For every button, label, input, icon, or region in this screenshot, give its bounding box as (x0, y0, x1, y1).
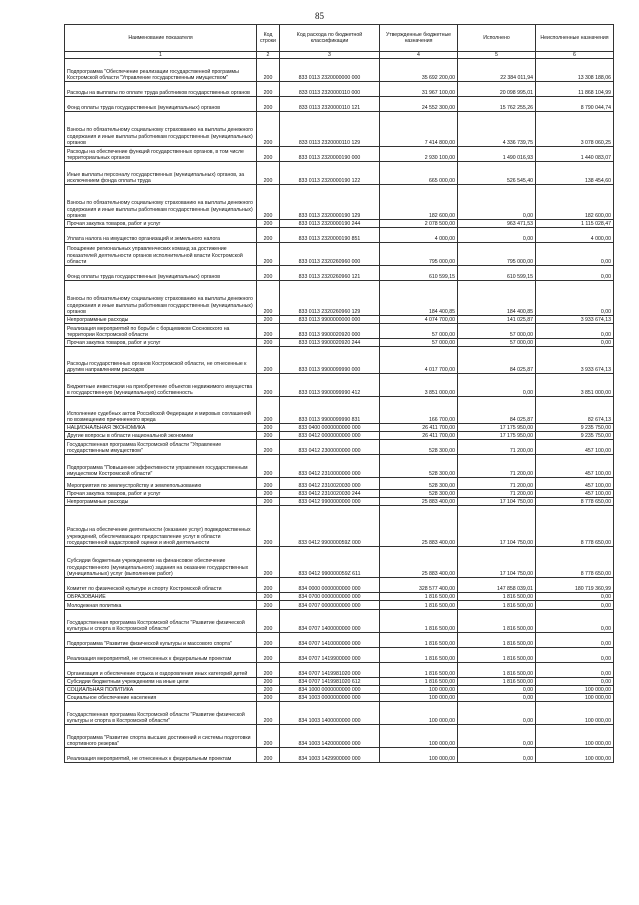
approved-amount-cell: 166 700,00 (380, 397, 458, 424)
table-row (65, 220, 614, 228)
indicator-name-cell: Расходы государственных органов Костромской области, не отнесенные к другим направлениям расходов (65, 347, 257, 374)
page-number: 85 (315, 11, 324, 21)
line-code-cell: 200 (257, 648, 280, 663)
indicator-name-cell: Взносы по обязательному социальному страхованию на выплаты денежного содержания и иные выплаты работникам государственных (муниципальных) органов (65, 112, 257, 147)
unexecuted-amount-cell: 0,00 (536, 339, 614, 347)
unexecuted-amount-cell: 0,00 (536, 663, 614, 678)
approved-amount-cell: 1 816 500,00 (380, 678, 458, 686)
column-number: 2 (257, 52, 280, 59)
approved-amount-cell: 182 600,00 (380, 185, 458, 220)
approved-amount-cell: 57 000,00 (380, 324, 458, 339)
indicator-name-cell: Субсидии бюджетным учреждениям на иные цели (65, 678, 257, 686)
expense-code-cell: 834 1003 1429900000 000 (280, 748, 380, 763)
line-code-cell: 200 (257, 547, 280, 578)
indicator-name-cell: Подпрограмма "Развитие спорта высших достижений и системы подготовки спортивного резерва" (65, 725, 257, 748)
unexecuted-amount-cell: 100 000,00 (536, 702, 614, 725)
table-row (65, 147, 614, 162)
line-code-cell: 200 (257, 82, 280, 97)
executed-amount-cell: 610 599,15 (458, 266, 536, 281)
executed-amount-cell: 1 816 500,00 (458, 610, 536, 633)
approved-amount-cell: 3 851 000,00 (380, 374, 458, 397)
indicator-name-cell: Молодежная политика (65, 601, 257, 610)
unexecuted-amount-cell: 3 851 000,00 (536, 374, 614, 397)
unexecuted-amount-cell: 457 100,00 (536, 440, 614, 455)
unexecuted-amount-cell: 8 778 650,00 (536, 506, 614, 547)
line-code-cell: 200 (257, 686, 280, 694)
expense-code-cell: 833 0113 2320000190 122 (280, 162, 380, 185)
executed-amount-cell: 1 816 500,00 (458, 633, 536, 648)
unexecuted-amount-cell: 1 440 083,07 (536, 147, 614, 162)
executed-amount-cell: 71 200,00 (458, 478, 536, 490)
executed-amount-cell: 1 816 500,00 (458, 648, 536, 663)
line-code-cell: 200 (257, 112, 280, 147)
expense-code-cell: 834 0707 1400000000 000 (280, 610, 380, 633)
line-code-cell: 200 (257, 324, 280, 339)
table-row (65, 678, 614, 686)
expense-code-cell: 833 0113 2320260960 000 (280, 243, 380, 266)
expense-code-cell: 833 0412 2310000000 000 (280, 455, 380, 478)
line-code-cell: 200 (257, 339, 280, 347)
table-row (65, 316, 614, 324)
executed-amount-cell: 1 816 500,00 (458, 663, 536, 678)
expense-code-cell: 833 0412 2310020030 244 (280, 490, 380, 498)
table-row (65, 82, 614, 97)
indicator-name-cell: Государственная программа Костромской области "Развитие физической культуры и спорта в Костромской области" (65, 610, 257, 633)
line-code-cell: 200 (257, 610, 280, 633)
table-row (65, 725, 614, 748)
indicator-name-cell: Фонд оплаты труда государственных (муниципальных) органов (65, 97, 257, 112)
expense-code-cell: 833 0412 2310020030 000 (280, 478, 380, 490)
approved-amount-cell: 795 000,00 (380, 243, 458, 266)
table-row (65, 59, 614, 82)
unexecuted-amount-cell: 100 000,00 (536, 686, 614, 694)
table-row (65, 490, 614, 498)
unexecuted-amount-cell: 457 100,00 (536, 490, 614, 498)
indicator-name-cell: Прочая закупка товаров, работ и услуг (65, 490, 257, 498)
expense-code-cell: 834 1003 0000000000 000 (280, 694, 380, 702)
executed-amount-cell: 0,00 (458, 702, 536, 725)
table-row (65, 506, 614, 547)
line-code-cell: 200 (257, 578, 280, 593)
unexecuted-amount-cell: 100 000,00 (536, 725, 614, 748)
indicator-name-cell: Подпрограмма "Повышение эффективности управления государственным имуществом Костромской области" (65, 455, 257, 478)
line-code-cell: 200 (257, 440, 280, 455)
expense-code-cell: 834 0707 1419981020 612 (280, 678, 380, 686)
approved-amount-cell: 35 692 200,00 (380, 59, 458, 82)
indicator-name-cell: Реализация мероприятий по борьбе с борщевиком Сосновского на территории Костромской области (65, 324, 257, 339)
approved-amount-cell: 26 411 700,00 (380, 424, 458, 432)
unexecuted-amount-cell: 0,00 (536, 243, 614, 266)
unexecuted-amount-cell: 457 100,00 (536, 478, 614, 490)
line-code-cell: 200 (257, 59, 280, 82)
executed-amount-cell: 141 025,87 (458, 316, 536, 324)
executed-amount-cell: 0,00 (458, 686, 536, 694)
indicator-name-cell: Непрограммные расходы (65, 316, 257, 324)
table-row (65, 339, 614, 347)
header-executed: Исполнено (458, 25, 536, 52)
table-row (65, 478, 614, 490)
column-number: 4 (380, 52, 458, 59)
line-code-cell: 200 (257, 185, 280, 220)
indicator-name-cell: Реализация мероприятий, не отнесенных к федеральным проектам (65, 748, 257, 763)
approved-amount-cell: 1 816 500,00 (380, 663, 458, 678)
expense-code-cell: 833 0400 0000000000 000 (280, 424, 380, 432)
executed-amount-cell: 71 200,00 (458, 490, 536, 498)
executed-amount-cell: 84 025,87 (458, 347, 536, 374)
expense-code-cell: 833 0412 0000000000 000 (280, 432, 380, 440)
indicator-name-cell: СОЦИАЛЬНАЯ ПОЛИТИКА (65, 686, 257, 694)
executed-amount-cell: 0,00 (458, 694, 536, 702)
indicator-name-cell: Реализация мероприятий, не отнесенных к федеральным проектам (65, 648, 257, 663)
approved-amount-cell: 1 816 500,00 (380, 593, 458, 601)
line-code-cell: 200 (257, 593, 280, 601)
header-expense-code: Код расхода по бюджетной классификации (280, 25, 380, 52)
indicator-name-cell: Социальное обеспечение населения (65, 694, 257, 702)
executed-amount-cell: 4 336 739,75 (458, 112, 536, 147)
unexecuted-amount-cell: 8 778 650,00 (536, 547, 614, 578)
table-row (65, 601, 614, 610)
indicator-name-cell: Непрограммные расходы (65, 498, 257, 506)
indicator-name-cell: Расходы на обеспечение функций государственных органов, в том числе территориальных органов (65, 147, 257, 162)
approved-amount-cell: 100 000,00 (380, 725, 458, 748)
executed-amount-cell: 17 175 950,00 (458, 432, 536, 440)
unexecuted-amount-cell: 13 308 188,06 (536, 59, 614, 82)
executed-amount-cell: 1 816 500,00 (458, 593, 536, 601)
expense-code-cell: 834 0707 1419981020 000 (280, 663, 380, 678)
indicator-name-cell: Поощрение региональных управленческих команд за достижение показателей деятельности органов исполнительной власти Костромской области (65, 243, 257, 266)
line-code-cell: 200 (257, 455, 280, 478)
approved-amount-cell: 100 000,00 (380, 748, 458, 763)
table-row (65, 748, 614, 763)
expense-code-cell: 833 0113 9900020920 000 (280, 324, 380, 339)
expense-code-cell: 833 0113 2320000190 129 (280, 185, 380, 220)
executed-amount-cell: 0,00 (458, 374, 536, 397)
indicator-name-cell: Фонд оплаты труда государственных (муниципальных) органов (65, 266, 257, 281)
executed-amount-cell: 0,00 (458, 725, 536, 748)
approved-amount-cell: 1 816 500,00 (380, 610, 458, 633)
line-code-cell: 200 (257, 601, 280, 610)
approved-amount-cell: 100 000,00 (380, 702, 458, 725)
expense-code-cell: 834 0707 1419900000 000 (280, 648, 380, 663)
unexecuted-amount-cell: 0,00 (536, 266, 614, 281)
approved-amount-cell: 4 017 700,00 (380, 347, 458, 374)
table-row (65, 702, 614, 725)
unexecuted-amount-cell: 182 600,00 (536, 185, 614, 220)
table-row (65, 633, 614, 648)
approved-amount-cell: 1 816 500,00 (380, 601, 458, 610)
line-code-cell: 200 (257, 678, 280, 686)
expense-code-cell: 833 0113 2320000190 851 (280, 228, 380, 243)
header-unexecuted: Неисполненные назначения (536, 25, 614, 52)
unexecuted-amount-cell: 4 000,00 (536, 228, 614, 243)
line-code-cell: 200 (257, 702, 280, 725)
approved-amount-cell: 1 816 500,00 (380, 633, 458, 648)
header-indicator-name: Наименование показателя (65, 25, 257, 52)
approved-amount-cell: 100 000,00 (380, 686, 458, 694)
table-row (65, 185, 614, 220)
executed-amount-cell: 15 762 255,26 (458, 97, 536, 112)
approved-amount-cell: 31 967 100,00 (380, 82, 458, 97)
executed-amount-cell: 22 384 011,94 (458, 59, 536, 82)
approved-amount-cell: 100 000,00 (380, 694, 458, 702)
indicator-name-cell: Расходы на обеспечение деятельности (оказание услуг) подведомственных учреждений, обеспечивающих предоставление услуг в области государственной кадастровой оценки и иной деятельности (65, 506, 257, 547)
executed-amount-cell: 1 816 500,00 (458, 601, 536, 610)
approved-amount-cell: 528 300,00 (380, 478, 458, 490)
table-row (65, 424, 614, 432)
table-row (65, 281, 614, 316)
expense-code-cell: 833 0113 2320000110 121 (280, 97, 380, 112)
executed-amount-cell: 84 025,87 (458, 397, 536, 424)
table-row (65, 162, 614, 185)
approved-amount-cell: 665 000,00 (380, 162, 458, 185)
unexecuted-amount-cell: 9 235 750,00 (536, 424, 614, 432)
executed-amount-cell: 71 200,00 (458, 455, 536, 478)
line-code-cell: 200 (257, 228, 280, 243)
executed-amount-cell: 71 200,00 (458, 440, 536, 455)
line-code-cell: 200 (257, 162, 280, 185)
executed-amount-cell: 0,00 (458, 228, 536, 243)
table-row (65, 578, 614, 593)
executed-amount-cell: 795 000,00 (458, 243, 536, 266)
approved-amount-cell: 528 300,00 (380, 490, 458, 498)
indicator-name-cell: Взносы по обязательному социальному страхованию на выплаты денежного содержания и иные выплаты работникам государственных (муниципальных) органов (65, 281, 257, 316)
approved-amount-cell: 24 552 300,00 (380, 97, 458, 112)
unexecuted-amount-cell: 100 000,00 (536, 748, 614, 763)
indicator-name-cell: Субсидии бюджетным учреждениям на финансовое обеспечение государственного (муниципального) задания на оказание государственных (муниципальных) услуг (выполнение работ) (65, 547, 257, 578)
indicator-name-cell: Организация и обеспечение отдыха и оздоровления иных категорий детей (65, 663, 257, 678)
executed-amount-cell: 57 000,00 (458, 339, 536, 347)
table-row (65, 663, 614, 678)
expense-code-cell: 834 1000 0000000000 000 (280, 686, 380, 694)
executed-amount-cell: 17 104 750,00 (458, 547, 536, 578)
approved-amount-cell: 4 074 700,00 (380, 316, 458, 324)
unexecuted-amount-cell: 3 933 674,13 (536, 347, 614, 374)
line-code-cell: 200 (257, 498, 280, 506)
line-code-cell: 200 (257, 478, 280, 490)
executed-amount-cell: 963 471,53 (458, 220, 536, 228)
indicator-name-cell: Уплата налога на имущество организаций и земельного налога (65, 228, 257, 243)
table-row (65, 694, 614, 702)
unexecuted-amount-cell: 0,00 (536, 633, 614, 648)
approved-amount-cell: 610 599,15 (380, 266, 458, 281)
table-row (65, 243, 614, 266)
expense-code-cell: 833 0113 9900099990 412 (280, 374, 380, 397)
expense-code-cell: 833 0113 9900099990 000 (280, 347, 380, 374)
unexecuted-amount-cell: 8 778 650,00 (536, 498, 614, 506)
approved-amount-cell: 57 000,00 (380, 339, 458, 347)
executed-amount-cell: 17 104 750,00 (458, 498, 536, 506)
unexecuted-amount-cell: 0,00 (536, 678, 614, 686)
indicator-name-cell: НАЦИОНАЛЬНАЯ ЭКОНОМИКА (65, 424, 257, 432)
indicator-name-cell: Мероприятия по землеустройству и землепользованию (65, 478, 257, 490)
unexecuted-amount-cell: 3 933 674,13 (536, 316, 614, 324)
line-code-cell: 200 (257, 147, 280, 162)
indicator-name-cell: Иные выплаты персоналу государственных (муниципальных) органов, за исключением фонда оплаты труда (65, 162, 257, 185)
unexecuted-amount-cell: 457 100,00 (536, 455, 614, 478)
expense-code-cell: 834 0707 1410000000 000 (280, 633, 380, 648)
executed-amount-cell: 57 000,00 (458, 324, 536, 339)
table-row (65, 648, 614, 663)
approved-amount-cell: 25 883 400,00 (380, 547, 458, 578)
line-code-cell: 200 (257, 432, 280, 440)
line-code-cell: 200 (257, 374, 280, 397)
approved-amount-cell: 7 414 800,00 (380, 112, 458, 147)
approved-amount-cell: 328 577 400,00 (380, 578, 458, 593)
unexecuted-amount-cell: 0,00 (536, 324, 614, 339)
expense-code-cell: 833 0412 990000059Z 611 (280, 547, 380, 578)
approved-amount-cell: 528 300,00 (380, 440, 458, 455)
unexecuted-amount-cell: 138 454,60 (536, 162, 614, 185)
approved-amount-cell: 25 883 400,00 (380, 498, 458, 506)
table-row (65, 440, 614, 455)
indicator-name-cell: Государственная программа Костромской области "Управление государственным имуществом" (65, 440, 257, 455)
unexecuted-amount-cell: 3 078 060,25 (536, 112, 614, 147)
table-body (65, 59, 614, 763)
executed-amount-cell: 184 400,85 (458, 281, 536, 316)
approved-amount-cell: 4 000,00 (380, 228, 458, 243)
executed-amount-cell: 147 858 039,01 (458, 578, 536, 593)
unexecuted-amount-cell: 180 719 360,99 (536, 578, 614, 593)
table-row (65, 610, 614, 633)
table-header-row (65, 25, 614, 52)
indicator-name-cell: Расходы на выплаты по оплате труда работников государственных органов (65, 82, 257, 97)
executed-amount-cell: 17 175 950,00 (458, 424, 536, 432)
column-number: 1 (65, 52, 257, 59)
approved-amount-cell: 2 930 100,00 (380, 147, 458, 162)
unexecuted-amount-cell: 11 868 104,99 (536, 82, 614, 97)
executed-amount-cell: 0,00 (458, 748, 536, 763)
indicator-name-cell: Прочая закупка товаров, работ и услуг (65, 220, 257, 228)
expense-code-cell: 833 0412 990000059Z 000 (280, 506, 380, 547)
column-number: 6 (536, 52, 614, 59)
expense-code-cell: 833 0113 2320000110 000 (280, 82, 380, 97)
executed-amount-cell: 1 816 500,00 (458, 678, 536, 686)
expense-code-cell: 833 0113 2320260960 121 (280, 266, 380, 281)
indicator-name-cell: Прочая закупка товаров, работ и услуг (65, 339, 257, 347)
unexecuted-amount-cell: 1 115 028,47 (536, 220, 614, 228)
indicator-name-cell: Взносы по обязательному социальному страхованию на выплаты денежного содержания и иные выплаты работникам государственных (муниципальных) органов (65, 185, 257, 220)
line-code-cell: 200 (257, 220, 280, 228)
line-code-cell: 200 (257, 506, 280, 547)
unexecuted-amount-cell: 100 000,00 (536, 694, 614, 702)
expense-code-cell: 833 0113 2320000190 000 (280, 147, 380, 162)
table-row (65, 455, 614, 478)
budget-execution-table (64, 24, 614, 763)
expense-code-cell: 834 1003 1400000000 000 (280, 702, 380, 725)
table-row (65, 547, 614, 578)
line-code-cell: 200 (257, 694, 280, 702)
expense-code-cell: 834 0707 0000000000 000 (280, 601, 380, 610)
indicator-name-cell: Подпрограмма "Развитие физической культуры и массового спорта" (65, 633, 257, 648)
expense-code-cell: 833 0113 2320000190 244 (280, 220, 380, 228)
indicator-name-cell: ОБРАЗОВАНИЕ (65, 593, 257, 601)
table-row (65, 686, 614, 694)
indicator-name-cell: Бюджетные инвестиции на приобретение объектов недвижимого имущества в государственную (муниципальную) собственность (65, 374, 257, 397)
table-row (65, 324, 614, 339)
indicator-name-cell: Подпрограмма "Обеспечение реализации государственной программы Костромской области "Управление государственным имуществом" (65, 59, 257, 82)
line-code-cell: 200 (257, 633, 280, 648)
table-row (65, 228, 614, 243)
unexecuted-amount-cell: 0,00 (536, 601, 614, 610)
unexecuted-amount-cell: 8 790 044,74 (536, 97, 614, 112)
table-row (65, 266, 614, 281)
column-number-row (65, 52, 614, 59)
unexecuted-amount-cell: 82 674,13 (536, 397, 614, 424)
table-row (65, 97, 614, 112)
expense-code-cell: 833 0113 2320260960 129 (280, 281, 380, 316)
expense-code-cell: 834 0700 0000000000 000 (280, 593, 380, 601)
line-code-cell: 200 (257, 316, 280, 324)
executed-amount-cell: 1 490 016,93 (458, 147, 536, 162)
unexecuted-amount-cell: 0,00 (536, 648, 614, 663)
line-code-cell: 200 (257, 424, 280, 432)
table-row (65, 498, 614, 506)
approved-amount-cell: 25 883 400,00 (380, 506, 458, 547)
line-code-cell: 200 (257, 725, 280, 748)
unexecuted-amount-cell: 0,00 (536, 610, 614, 633)
approved-amount-cell: 528 300,00 (380, 455, 458, 478)
executed-amount-cell: 17 104 750,00 (458, 506, 536, 547)
expense-code-cell: 834 0000 0000000000 000 (280, 578, 380, 593)
line-code-cell: 200 (257, 663, 280, 678)
indicator-name-cell: Комитет по физической культуре и спорту Костромской области (65, 578, 257, 593)
line-code-cell: 200 (257, 243, 280, 266)
line-code-cell: 200 (257, 490, 280, 498)
indicator-name-cell: Государственная программа Костромской области "Развитие физической культуры и спорта в Костромской области" (65, 702, 257, 725)
expense-code-cell: 833 0412 2300000000 000 (280, 440, 380, 455)
line-code-cell: 200 (257, 97, 280, 112)
unexecuted-amount-cell: 9 235 750,00 (536, 432, 614, 440)
line-code-cell: 200 (257, 266, 280, 281)
table-row (65, 432, 614, 440)
approved-amount-cell: 1 816 500,00 (380, 648, 458, 663)
column-number: 3 (280, 52, 380, 59)
header-approved: Утвержденные бюджетные назначения (380, 25, 458, 52)
expense-code-cell: 833 0113 9900000000 000 (280, 316, 380, 324)
line-code-cell: 200 (257, 397, 280, 424)
approved-amount-cell: 2 078 500,00 (380, 220, 458, 228)
approved-amount-cell: 26 411 700,00 (380, 432, 458, 440)
expense-code-cell: 833 0113 2320000110 129 (280, 112, 380, 147)
indicator-name-cell: Исполнение судебных актов Российской Федерации и мировых соглашений по возмещению причиненного вреда (65, 397, 257, 424)
executed-amount-cell: 526 545,40 (458, 162, 536, 185)
executed-amount-cell: 0,00 (458, 185, 536, 220)
table-row (65, 112, 614, 147)
table-row (65, 593, 614, 601)
header-line-code: Код строки (257, 25, 280, 52)
expense-code-cell: 833 0113 9900020920 244 (280, 339, 380, 347)
unexecuted-amount-cell: 0,00 (536, 593, 614, 601)
approved-amount-cell: 184 400,85 (380, 281, 458, 316)
column-number: 5 (458, 52, 536, 59)
table-row (65, 374, 614, 397)
expense-code-cell: 834 1003 1420000000 000 (280, 725, 380, 748)
executed-amount-cell: 20 098 995,01 (458, 82, 536, 97)
table-row (65, 397, 614, 424)
line-code-cell: 200 (257, 347, 280, 374)
line-code-cell: 200 (257, 748, 280, 763)
table-row (65, 347, 614, 374)
expense-code-cell: 833 0113 9900099990 831 (280, 397, 380, 424)
indicator-name-cell: Другие вопросы в области национальной экономики (65, 432, 257, 440)
expense-code-cell: 833 0412 9900000000 000 (280, 498, 380, 506)
expense-code-cell: 833 0113 2320000000 000 (280, 59, 380, 82)
line-code-cell: 200 (257, 281, 280, 316)
unexecuted-amount-cell: 0,00 (536, 281, 614, 316)
